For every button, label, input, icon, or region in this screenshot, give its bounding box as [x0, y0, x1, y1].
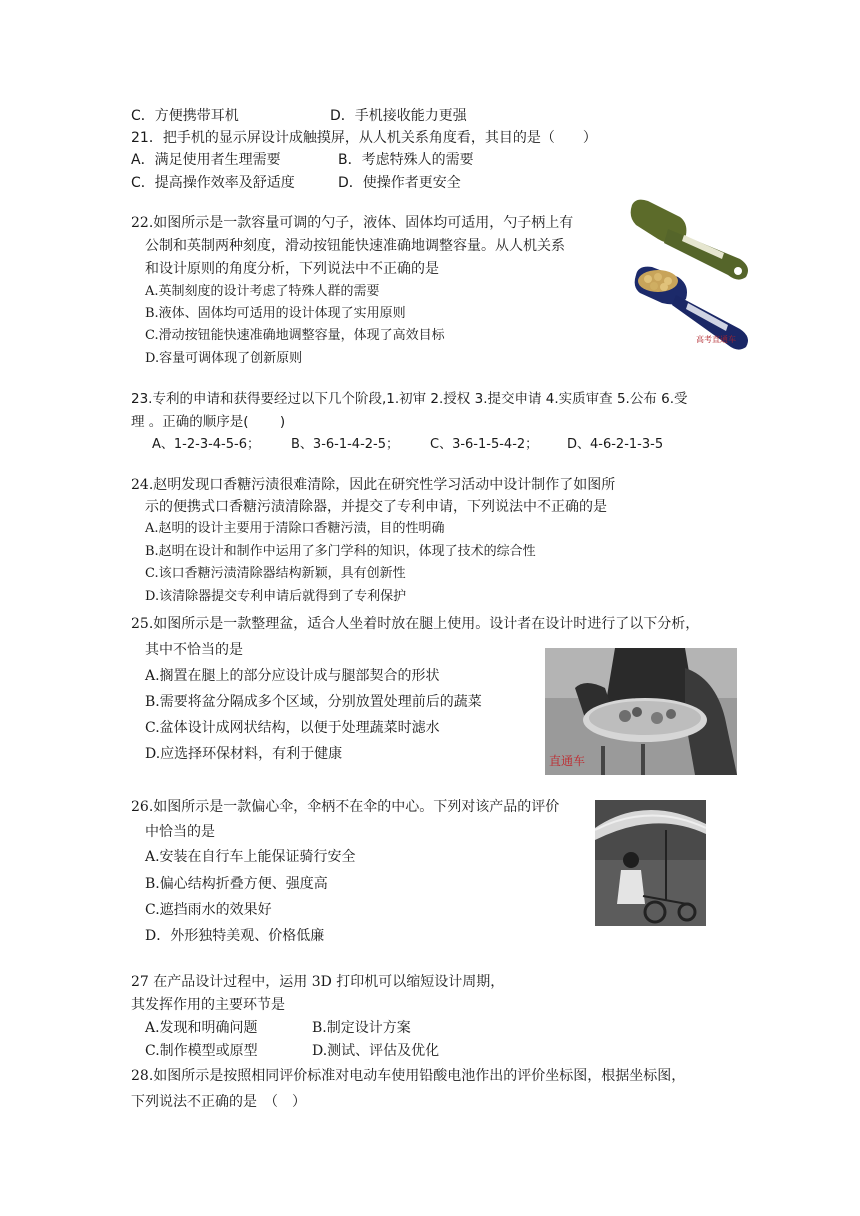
q25-option-d: D.应选择环保材料，有利于健康	[145, 746, 343, 762]
q26-option-a: A.安装在自行车上能保证骑行安全	[145, 849, 356, 865]
q23-stem-line1: 23.专利的申请和获得要经过以下几个阶段,1.初审 2.授权 3.提交申请 4.实质审查 5.公布 6.受	[131, 391, 688, 407]
q26-option-b: B.偏心结构折叠方便、强度高	[145, 876, 328, 892]
q27-option-b: B.制定设计方案	[312, 1020, 411, 1036]
off-center-umbrella-photo	[595, 800, 706, 926]
q24-option-d: D.该清除器提交专利申请后就得到了专利保护	[145, 589, 407, 604]
q27-stem-line1: 27 在产品设计过程中，运用 3D 打印机可以缩短设计周期，	[131, 974, 505, 990]
q22-watermark: 高考直通车	[696, 335, 736, 344]
q25-option-c: C.盆体设计成网状结构，以便于处理蔬菜时滤水	[145, 720, 440, 736]
q22-stem-line1: 22.如图所示是一款容量可调的勺子，液体、固体均可适用，勺子柄上有	[131, 215, 574, 231]
q20-option-c: C．方便携带耳机	[131, 108, 239, 124]
q23-option-c: C、3-6-1-5-4-2；	[430, 437, 539, 452]
q20-option-d: D．手机接收能力更强	[330, 108, 467, 124]
q21-option-b: B．考虑特殊人的需要	[338, 152, 474, 168]
q24-option-c: C.该口香糖污渍清除器结构新颖，具有创新性	[145, 566, 406, 581]
q23-option-b: B、3-6-1-4-2-5；	[291, 437, 399, 452]
q21-stem: 21．把手机的显示屏设计成触摸屏，从人机关系角度看，其目的是（ ）	[131, 130, 597, 146]
q27-stem-line2: 其发挥作用的主要环节是	[131, 997, 285, 1013]
q23-option-a: A、1-2-3-4-5-6；	[152, 437, 260, 452]
q24-stem-line2: 示的便携式口香糖污渍清除器，并提交了专利申请，下列说法中不正确的是	[145, 499, 607, 515]
sorting-basin-photo	[545, 648, 737, 775]
q25-stem-line2: 其中不恰当的是	[145, 642, 243, 658]
q25-stem-line1: 25.如图所示是一款整理盆，适合人坐着时放在腿上使用。设计者在设计时进行了以下分析，	[131, 616, 700, 632]
q24-stem-line1: 24.赵明发现口香糖污渍很难清除，因此在研究性学习活动中设计制作了如图所	[131, 477, 616, 493]
q21-option-d: D．使操作者更安全	[338, 175, 461, 191]
q22-stem-line2: 公制和英制两种刻度，滑动按钮能快速准确地调整容量。从人机关系	[145, 238, 565, 254]
q21-option-a: A．满足使用者生理需要	[131, 152, 281, 168]
adjustable-spoon-image	[628, 195, 754, 357]
q22-option-a: A.英制刻度的设计考虑了特殊人群的需要	[145, 284, 380, 299]
q27-option-c: C.制作模型或原型	[145, 1043, 258, 1059]
q22-option-c: C.滑动按钮能快速准确地调整容量，体现了高效目标	[145, 328, 445, 343]
q28-stem-line1: 28.如图所示是按照相同评价标准对电动车使用铅酸电池作出的评价坐标图，根据坐标图，	[131, 1068, 686, 1084]
q26-option-d: D．外形独特美观、价格低廉	[145, 928, 325, 944]
q24-option-a: A.赵明的设计主要用于清除口香糖污渍，目的性明确	[145, 521, 445, 536]
q27-option-d: D.测试、评估及优化	[312, 1043, 440, 1059]
q25-watermark: 直通车	[549, 754, 586, 768]
q21-option-c: C．提高操作效率及舒适度	[131, 175, 295, 191]
q26-option-c: C.遮挡雨水的效果好	[145, 902, 272, 918]
q26-stem-line2: 中恰当的是	[145, 824, 215, 840]
q22-option-b: B.液体、固体均可适用的设计体现了实用原则	[145, 306, 406, 321]
q26-stem-line1: 26.如图所示是一款偏心伞，伞柄不在伞的中心。下列对该产品的评价	[131, 799, 560, 815]
q27-option-a: A.发现和明确问题	[145, 1020, 258, 1036]
q24-option-b: B.赵明在设计和制作中运用了多门学科的知识，体现了技术的综合性	[145, 544, 536, 559]
q25-option-a: A.搁置在腿上的部分应设计成与腿部契合的形状	[145, 668, 440, 684]
q23-option-d: D、4-6-2-1-3-5	[567, 437, 664, 452]
q23-stem-line2: 理 。正确的顺序是( )	[131, 414, 286, 430]
q25-option-b: B.需要将盆分隔成多个区域，分别放置处理前后的蔬菜	[145, 694, 482, 710]
q22-stem-line3: 和设计原则的角度分析，下列说法中不正确的是	[145, 261, 439, 277]
q22-option-d: D.容量可调体现了创新原则	[145, 351, 303, 366]
q28-stem-line2: 下列说法不正确的是 （ ）	[131, 1094, 306, 1110]
